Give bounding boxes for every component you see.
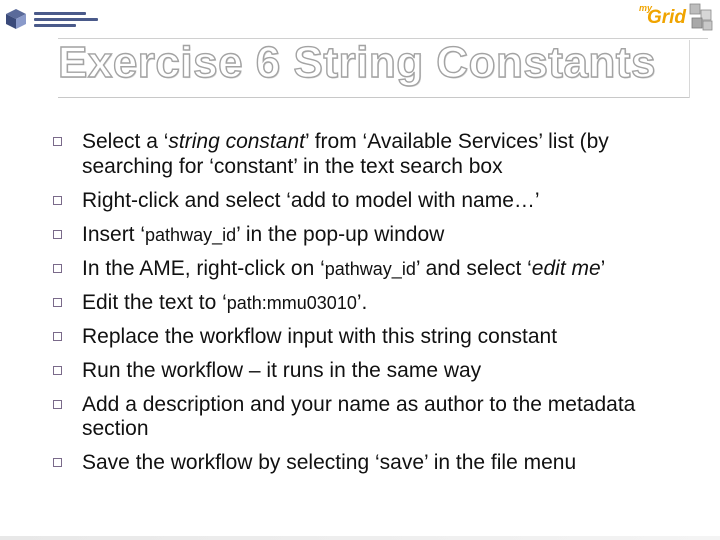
mygrid-logo [634,2,714,36]
bullet-text: pathway_id [145,224,237,245]
mygrid-prefix: my [638,3,652,13]
bullet-item [52,325,692,350]
bullet-text: string constant [168,130,305,153]
bullet-text: ’ from ‘Available Services’ list (by searching for ‘constant’ in the text search box [82,130,609,178]
square-bullet-icon [53,298,62,307]
bullet-text: Right-click and select ‘add to model with name…’ [82,188,540,212]
bullet-text: ’ [600,256,606,280]
bullet-item [52,451,692,476]
bullet-text: Insert ‘ [82,222,146,246]
cube-logo-icon [4,7,28,31]
square-bullet-icon [53,264,62,273]
bullet-text: pathway_id [324,258,416,279]
bullet-item [52,291,692,316]
square-bullet-icon [53,400,62,409]
grid-blocks-icon [688,2,714,32]
slide-title: Exercise 6 String Constants [58,38,656,87]
mygrid-wordmark [638,3,686,28]
bullet-item [52,393,692,442]
bullet-text: Add a description and your name as author to the metadata section [82,392,636,440]
bullet-item [52,359,692,384]
square-bullet-icon [53,230,62,239]
title-right-rule [689,40,690,98]
bullet-text: edit me [531,256,601,280]
bullet-text: Select a ‘ [82,130,169,153]
square-bullet-icon [53,366,62,375]
footer-stripe [0,536,720,540]
bullet-list [52,130,692,485]
bullet-item [52,130,692,179]
institute-logo [4,4,104,34]
bullet-item [52,223,692,248]
bullet-text: ’ and select ‘ [415,256,532,280]
mygrid-name: Grid [646,7,686,28]
bullet-item [52,189,692,214]
bullet-text: ’ in the pop-up window [236,222,445,246]
institute-logo-text-lines [34,12,98,27]
bullet-text: Run the workflow – it runs in the same way [82,358,482,382]
bullet-text: path:mmu03010 [226,292,357,313]
square-bullet-icon [53,458,62,467]
bullet-text: In the AME, right-click on ‘ [82,256,325,280]
square-bullet-icon [53,196,62,205]
bullet-text: ’. [356,290,368,314]
bullet-item [52,257,692,282]
square-bullet-icon [53,137,62,146]
square-bullet-icon [53,332,62,341]
bullet-text: Save the workflow by selecting ‘save’ in the file menu [82,451,577,474]
title-bottom-rule [58,97,690,98]
bullet-text: Edit the text to ‘ [82,290,227,314]
bullet-text: Replace the workflow input with this string constant [82,324,558,348]
